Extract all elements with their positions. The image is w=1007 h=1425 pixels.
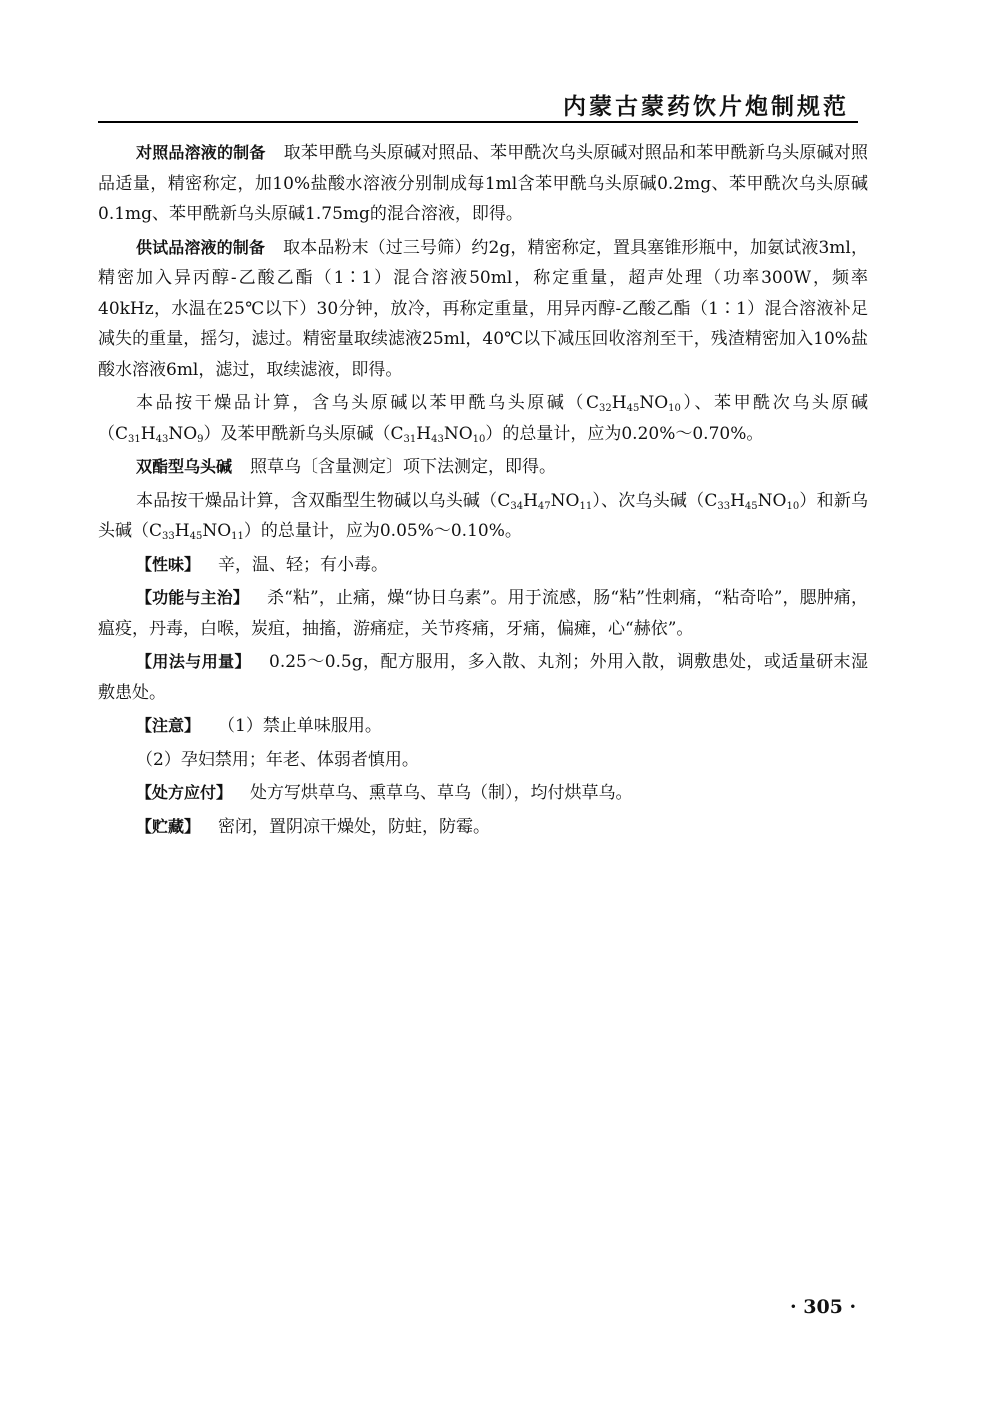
- reference-solution-paragraph: [98, 138, 868, 230]
- test-solution-text: 取本品粉末（过三号筛）约2g，精密称定，置具塞锥形瓶中，加氨试液3ml，精密加入异丙醇-乙酸乙酯（1∶1）混合溶液50ml，称定重量，超声处理（功率300W，频率40kHz，水温在25℃以下）30分钟，放冷，再称定重量，用异丙醇-乙酸乙酯（1∶1）混合溶液补足减失的重量，摇匀，滤过。精密量取续滤液25ml，40℃以下减压回收溶剂至干，残渣精密加入10%盐酸水溶液6ml，滤过，取续滤液，即得。: [98, 237, 868, 380]
- xingwei-label: 【性味】: [136, 554, 201, 574]
- page-number: · 305 ·: [790, 1296, 857, 1318]
- formula: $C_{33}H_{45}NO_{11}$: [149, 521, 244, 542]
- diester-alkaloid-paragraph: [98, 452, 868, 483]
- formula: $C_{31}H_{43}NO_9$: [115, 423, 204, 445]
- formula: $C_{31}H_{43}NO_{10}$: [390, 423, 486, 445]
- test-solution-paragraph: [98, 233, 868, 386]
- gongneng-label: 【功能与主治】: [136, 588, 249, 607]
- yongfa-section: [98, 647, 868, 708]
- formula: $C_{34}H_{47}NO_{11}$: [497, 490, 593, 512]
- formula: $C_{33}H_{45}NO_{10}$: [704, 490, 800, 512]
- reference-solution-text: 取苯甲酰乌头原碱对照品、苯甲酰次乌头原碱对照品和苯甲酰新乌头原碱对照品适量，精密称定，加10%盐酸水溶液分别制成每1ml含苯甲酰乌头原碱0.2mg、苯甲酰次乌头原碱0.1mg、苯甲酰新乌头原碱1.75mg的混合溶液，即得。: [98, 143, 868, 224]
- text-span: ）的总量计，应为0.20%～0.70%。: [485, 423, 764, 444]
- zhuyi-label: 【注意】: [136, 716, 201, 735]
- xingwei-text: 辛，温、轻；有小毒。: [218, 554, 389, 575]
- zhuyi-section: [98, 711, 868, 742]
- test-solution-heading: 供试品溶液的制备: [136, 237, 265, 257]
- zhucang-section: [98, 812, 868, 843]
- chufang-section: [98, 778, 868, 809]
- diester-alkaloid-text: 照草乌〔含量测定〕项下法测定，即得。: [250, 457, 557, 477]
- text-span: ）及苯甲酰新乌头原碱（: [203, 423, 391, 444]
- text-span: 本品按干燥品计算，含乌头原碱以苯甲酰乌头原碱（: [136, 393, 586, 413]
- diester-alkaloid-heading: 双酯型乌头碱: [136, 457, 233, 476]
- yongfa-label: 【用法与用量】: [136, 652, 251, 671]
- running-header: 内蒙古蒙药饮片炮制规范: [563, 93, 849, 120]
- zhucang-text: 密闭，置阴凉干燥处，防蛀，防霉。: [218, 816, 491, 837]
- formula: $C_{32}H_{45}NO_{10}$: [586, 393, 681, 414]
- gongneng-text: 杀“粘”，止痛，燥“协日乌素”。用于流感，肠“粘”性刺痛，“粘奇哈”，腮肿痛，瘟疫，丹毒，白喉，炭疽，抽搐，游痛症，关节疼痛，牙痛，偏瘫，心“赫依”。: [98, 588, 868, 639]
- zhuyi-text: （1）禁止单味服用。: [218, 716, 382, 736]
- reference-solution-heading: 对照品溶液的制备: [136, 143, 266, 162]
- page-body: [98, 138, 868, 845]
- text-span: ）的总量计，应为0.05%～0.10%。: [243, 521, 522, 541]
- text-span: ）、苯甲酰次乌头原碱（: [98, 393, 869, 444]
- zhucang-label: 【贮藏】: [136, 816, 201, 836]
- text-span: ）和新乌头碱（: [98, 490, 869, 541]
- zhuyi-item-2: （2）孕妇禁用；年老、体弱者慎用。: [136, 749, 419, 770]
- chufang-text: 处方写烘草乌、熏草乌、草乌（制），均付烘草乌。: [250, 783, 633, 803]
- chufang-label: 【处方应付】: [136, 783, 233, 802]
- gongneng-section: [98, 583, 868, 644]
- xingwei-section: [98, 550, 868, 581]
- diester-limit-paragraph: [98, 486, 868, 547]
- header-rule: [98, 121, 858, 123]
- yongfa-text: 0.25～0.5g，配方服用，多入散、丸剂；外用入散，调敷患处，或适量研末湿敷患处。: [98, 652, 868, 703]
- text-span: ）、次乌头碱（: [592, 490, 705, 511]
- content-limit-paragraph: [98, 388, 868, 449]
- text-span: 本品按干燥品计算，含双酯型生物碱以乌头碱（: [136, 490, 498, 511]
